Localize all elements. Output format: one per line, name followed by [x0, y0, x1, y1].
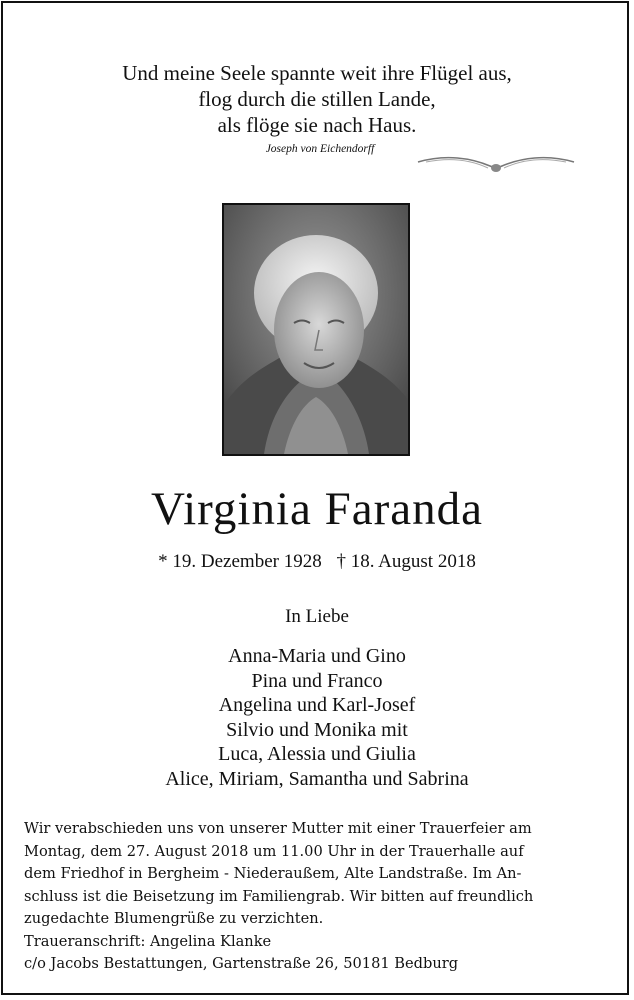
death-date: † 18. August 2018 [336, 551, 476, 572]
portrait-photo [222, 203, 410, 456]
family-member: Angelina und Karl-Josef [218, 694, 416, 716]
notice-line: dem Friedhof in Bergheim - Niederaußem, Alte Landstraße. Im An- [24, 865, 522, 882]
family-member: Anna-Maria und Gino [228, 645, 406, 667]
bird-icon [416, 152, 576, 204]
in-love-heading: In Liebe [285, 606, 349, 627]
poem-line-3: als flöge sie nach Haus. [217, 113, 417, 137]
notice-line: Wir verabschieden uns von unserer Mutter mit einer Trauerfeier am [24, 820, 532, 837]
family-member: Pina und Franco [251, 669, 383, 692]
mourning-address-line: c/o Jacobs Bestattungen, Gartenstraße 26, 50181 Bedburg [24, 955, 459, 972]
mourning-address-line: Traueranschrift: Angelina Klanke [24, 932, 272, 950]
deceased-name: Virginia Faranda [150, 483, 484, 535]
family-list [0, 644, 634, 791]
notice-line: schluss ist die Beisetzung im Familiengrab. Wir bitten auf freundlich [24, 887, 534, 905]
family-member: Silvio und Monika mit [226, 718, 408, 741]
birth-date: * 19. Dezember 1928 [158, 551, 322, 572]
life-dates [0, 551, 634, 573]
notice-line: zugedachte Blumengrüße zu verzichten. [24, 910, 324, 927]
poem-line-1: Und meine Seele spannte weit ihre Flügel aus, [122, 61, 512, 85]
funeral-notice-text [24, 818, 614, 976]
notice-line: Montag, dem 27. August 2018 um 11.00 Uhr in der Trauerhalle auf [24, 842, 524, 860]
poem-author: Joseph von Eichendorff [265, 143, 375, 155]
family-member: Alice, Miriam, Samantha und Sabrina [165, 767, 469, 790]
poem-line-2: flog durch die stillen Lande, [198, 87, 436, 111]
family-member: Luca, Alessia und Giulia [218, 743, 416, 765]
